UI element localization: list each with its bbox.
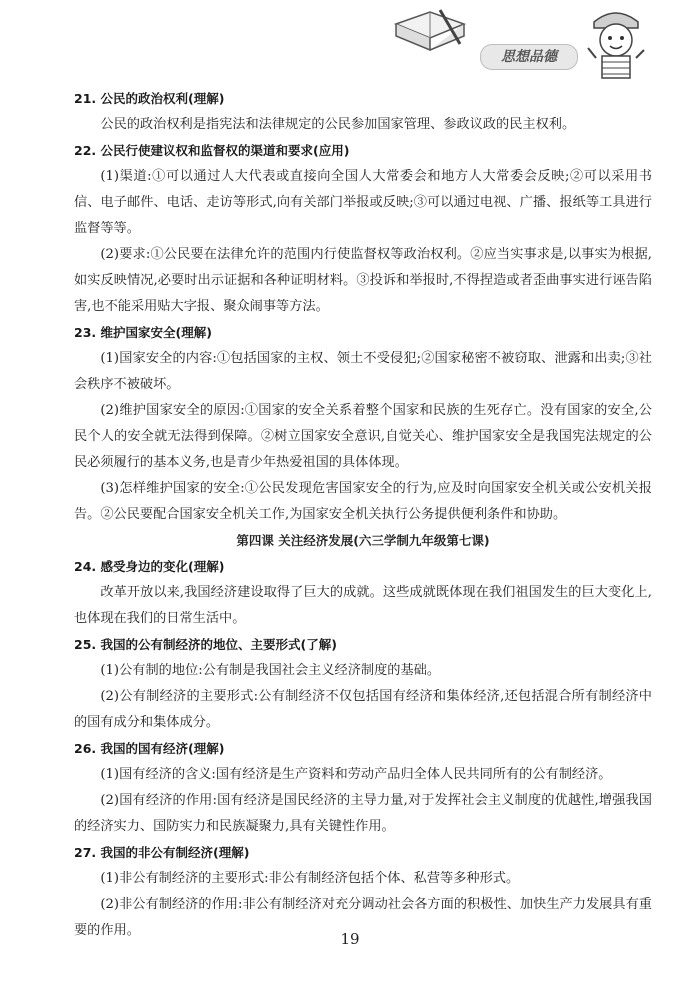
subject-badge: 思想品德 [480, 44, 578, 70]
section-heading: 21. 公民的政治权利(理解) [74, 91, 225, 106]
section-heading: 25. 我国的公有制经济的地位、主要形式(了解) [74, 637, 337, 652]
paragraph: (1)渠道:①可以通过人大代表或直接向全国人大常委会和地方人大常委会反映;②可以采用书信、电子邮件、电话、走访等形式,向有关部门举报或反映;③可以通过电视、广播、报纸等工具进行监督等等。 [74, 169, 652, 236]
paragraph: (2)国有经济的作用:国有经济是国民经济的主导力量,对于发挥社会主义制度的优越性,增强我国的经济实力、国防实力和民族凝聚力,具有关键性作用。 [74, 793, 652, 834]
section-24 [74, 554, 652, 632]
paragraph: (2)维护国家安全的原因:①国家的安全关系着整个国家和民族的生死存亡。没有国家的安全,公民个人的安全就无法得到保障。②树立国家安全意识,自觉关心、维护国家安全是我国宪法规定的公民必须履行的基本义务,也是青少年热爱祖国的具体体现。 [74, 403, 652, 470]
paragraph: (2)公有制经济的主要形式:公有制经济不仅包括国有经济和集体经济,还包括混合所有制经济中的国有成分和集体成分。 [74, 689, 652, 730]
paragraph: (2)要求:①公民要在法律允许的范围内行使监督权等政治权利。②应当实事求是,以事实为根据,如实反映情况,必要时出示证据和各种证明材料。③投诉和举报时,不得捏造或者歪曲事实进行诬告陷害,也不能采用贴大字报、聚众闹事等方法。 [74, 247, 652, 314]
cartoon-boy-icon [576, 0, 656, 80]
section-27 [74, 840, 652, 944]
lesson-title: 第四课 关注经济发展(六三学制九年级第七课) [236, 533, 490, 548]
paragraph: (1)公有制的地位:公有制是我国社会主义经济制度的基础。 [100, 663, 441, 678]
section-23 [74, 320, 652, 528]
section-26 [74, 736, 652, 840]
section-25 [74, 632, 652, 736]
paragraph: 公民的政治权利是指宪法和法律规定的公民参加国家管理、参政议政的民主权利。 [100, 117, 576, 132]
section-22 [74, 138, 652, 320]
book-icon [390, 4, 470, 60]
paragraph: 改革开放以来,我国经济建设取得了巨大的成就。这些成就既体现在我们祖国发生的巨大变化上,也体现在我们的日常生活中。 [74, 585, 652, 626]
section-heading: 22. 公民行使建议权和监督权的渠道和要求(应用) [74, 143, 350, 158]
page-number: 19 [340, 930, 360, 948]
section-heading: 23. 维护国家安全(理解) [74, 325, 212, 340]
paragraph: (1)国有经济的含义:国有经济是生产资料和劳动产品归全体人民共同所有的公有制经济。 [100, 767, 612, 782]
section-21 [74, 86, 652, 138]
page-header [0, 0, 700, 80]
paragraph: (2)非公有制经济的作用:非公有制经济对充分调动社会各方面的积极性、加快生产力发展具有重要的作用。 [74, 897, 652, 938]
section-heading: 26. 我国的国有经济(理解) [74, 741, 225, 756]
section-heading: 24. 感受身边的变化(理解) [74, 559, 225, 574]
paragraph: (1)国家安全的内容:①包括国家的主权、领土不受侵犯;②国家秘密不被窃取、泄露和出卖;③社会秩序不被破坏。 [74, 351, 652, 392]
section-heading: 27. 我国的非公有制经济(理解) [74, 845, 250, 860]
paragraph: (3)怎样维护国家的安全:①公民发现危害国家安全的行为,应及时向国家安全机关或公安机关报告。②公民要配合国家安全机关工作,为国家安全机关执行公务提供便利条件和协助。 [74, 481, 652, 522]
page-content [74, 86, 652, 944]
paragraph: (1)非公有制经济的主要形式:非公有制经济包括个体、私营等多种形式。 [100, 871, 520, 886]
